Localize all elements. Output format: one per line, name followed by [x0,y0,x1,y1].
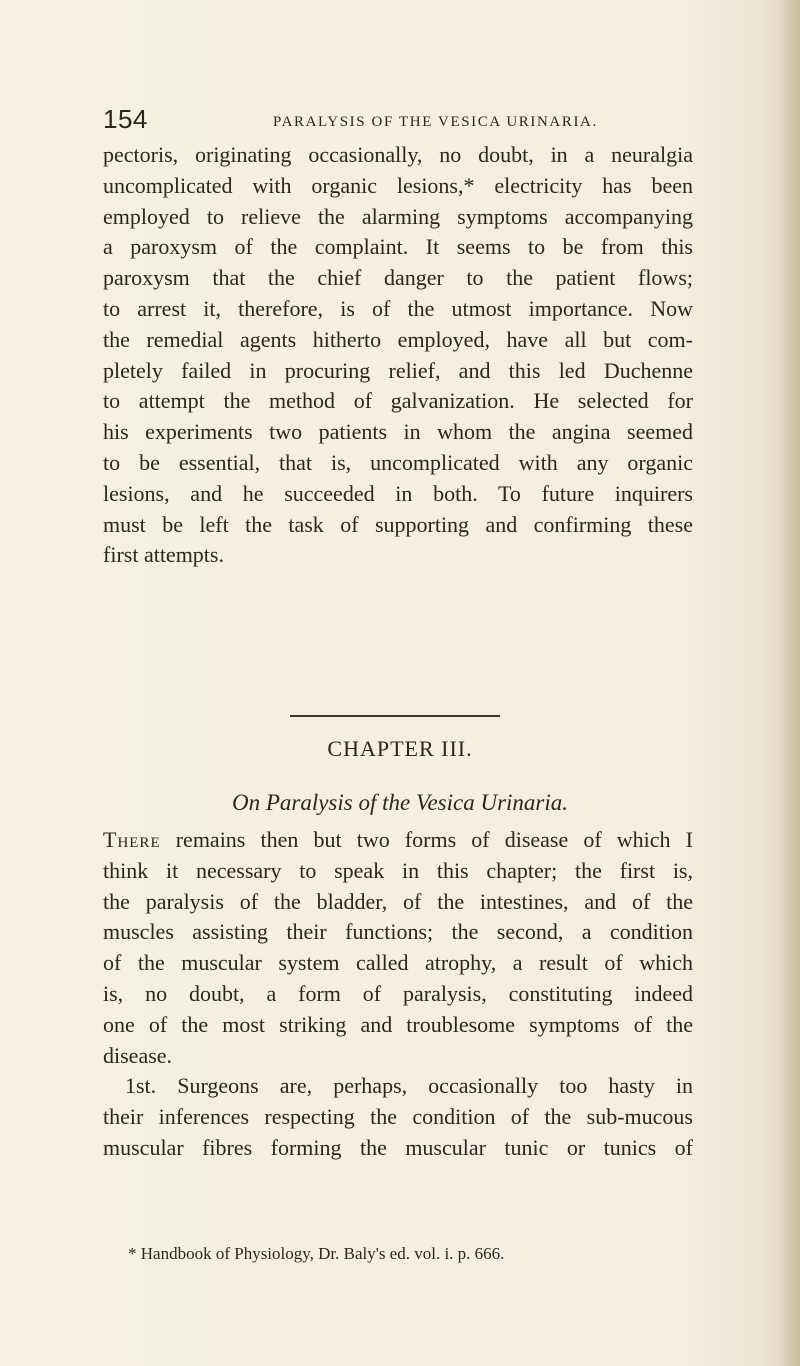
text-line: paroxysm that the chief danger to the patient flows; [103,265,693,291]
chapter-subtitle: On Paralysis of the Vesica Urinaria. [231,790,569,815]
page-number: 154 [103,104,148,134]
text-line: lesions, and he succeeded in both. To future inquirers [103,480,693,506]
section-divider-rule [290,715,500,717]
text-line: first attempts. [103,542,224,568]
paragraph-angina [103,140,693,571]
text-line: pletely failed in procuring relief, and this led Duchenne [103,357,693,383]
text-line: think it necessary to speak in this chapter; the first is, [103,857,693,883]
text-line-rest: remains then but two forms of disease of which I [160,827,693,852]
text-line: to be essential, that is, uncomplicated with any organic [103,449,693,475]
text-line [103,825,693,856]
running-title: PARALYSIS OF THE VESICA URINARIA. [273,114,598,130]
text-line: of the muscular system called atrophy, a result of which [103,950,693,976]
paragraph-chapter-body [103,825,693,1164]
text-line: his experiments two patients in whom the angina seemed [103,419,693,445]
footnote: * Handbook of Physiology, Dr. Baly's ed. vol. i. p. 666. [128,1244,505,1263]
text-line: muscular fibres forming the muscular tunic or tunics of [103,1134,693,1160]
text-line: the paralysis of the bladder, of the intestines, and of the [103,888,693,914]
text-line: is, no doubt, a form of paralysis, constituting indeed [103,980,693,1006]
chapter-title: CHAPTER III. [327,736,473,761]
text-line: to attempt the method of galvanization. He selected for [103,388,693,414]
text-line: to arrest it, therefore, is of the utmost importance. Now [103,295,693,321]
text-line: pectoris, originating occasionally, no doubt, in a neuralgia [103,142,693,167]
text-line: one of the most striking and troublesome symptoms of the [103,1011,693,1037]
text-line: the remedial agents hitherto employed, have all but com- [103,326,693,352]
text-line: 1st. Surgeons are, perhaps, occasionally too hasty in [125,1073,693,1099]
lead-word: There [103,827,161,852]
text-line: must be left the task of supporting and confirming these [103,511,693,537]
page-edge-shadow [778,0,800,1366]
text-line: muscles assisting their functions; the second, a condition [103,919,693,945]
text-line: their inferences respecting the condition of the sub-mucous [103,1104,693,1130]
text-line: employed to relieve the alarming symptoms accompanying [103,203,693,229]
running-head [103,104,693,138]
text-line: disease. [103,1042,173,1068]
text-line: uncomplicated with organic lesions,* electricity has been [103,172,693,198]
text-line: a paroxysm of the complaint. It seems to be from this [103,234,693,260]
